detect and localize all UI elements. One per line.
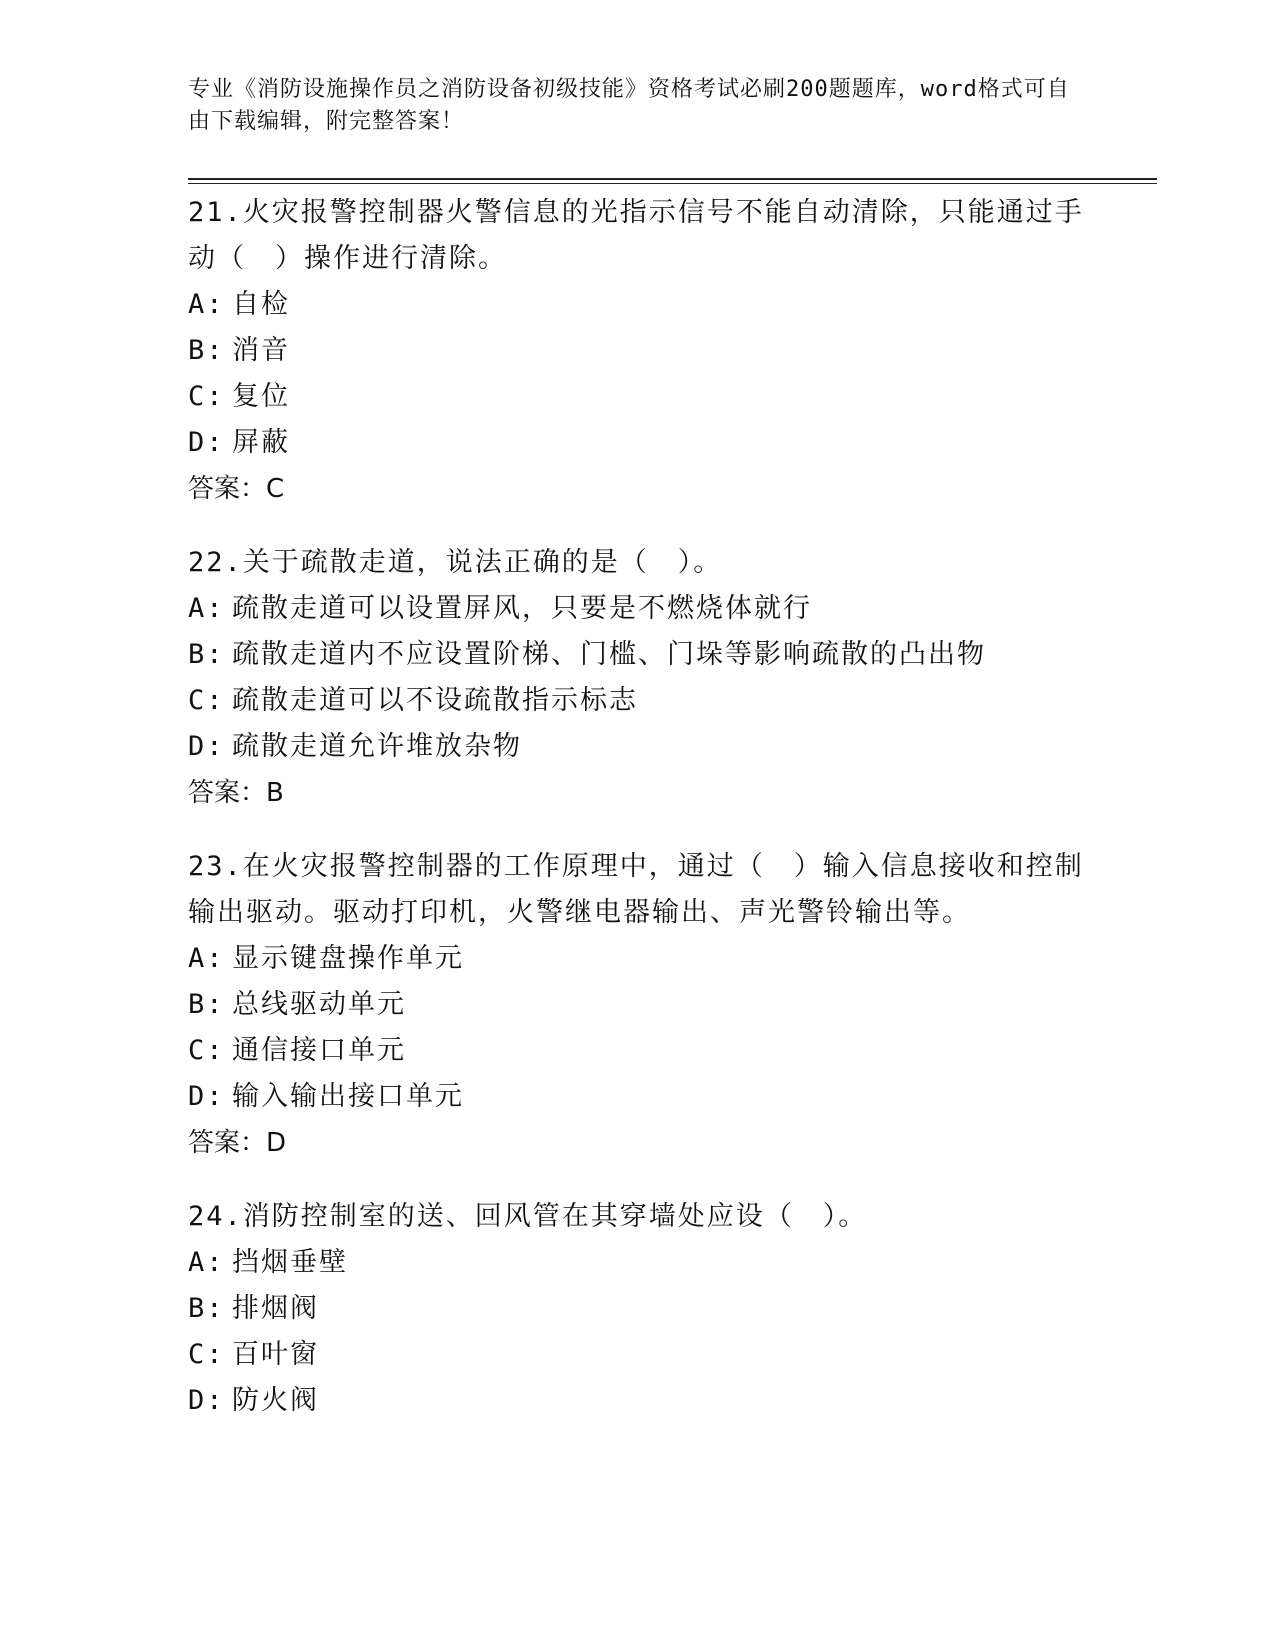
option-letter: D: [188,427,225,458]
option-d [188,724,1088,770]
question-stem: 24.消防控制室的送、回风管在其穿墙处应设（ ）。 [188,1201,868,1232]
option-text: 疏散走道可以不设疏散指示标志 [232,685,638,716]
option-letter: A: [188,943,225,974]
option-text: 自检 [232,289,290,320]
question-24 [188,1194,1088,1424]
option-d [188,1378,1088,1424]
option-c [188,374,1088,420]
question-stem: 22.关于疏散走道，说法正确的是（ ）。 [188,547,723,578]
option-letter: B: [188,1293,225,1324]
option-text: 输入输出接口单元 [232,1081,464,1112]
option-text: 疏散走道允许堆放杂物 [232,731,522,762]
option-letter: D: [188,1081,225,1112]
option-text: 消音 [232,335,290,366]
option-a [188,1240,1088,1286]
option-c [188,1332,1088,1378]
option-b [188,632,1088,678]
option-text: 百叶窗 [232,1339,319,1370]
option-text: 总线驱动单元 [232,989,406,1020]
option-c [188,678,1088,724]
question-23 [188,844,1088,1166]
option-d [188,420,1088,466]
answer-line: 答案：B [188,778,284,808]
option-b [188,1286,1088,1332]
header-divider-thin [188,183,1157,184]
document-header: 专业《消防设施操作员之消防设备初级技能》资格考试必刷200题题库，word格式可自由下载编辑，附完整答案！ [188,77,1070,134]
answer-line: 答案：D [188,1128,287,1158]
option-letter: A: [188,289,225,320]
option-letter: B: [188,639,225,670]
question-22 [188,540,1088,816]
option-text: 复位 [232,381,290,412]
option-b [188,328,1088,374]
option-text: 防火阀 [232,1385,319,1416]
question-21 [188,190,1088,512]
option-a [188,282,1088,328]
option-b [188,982,1088,1028]
option-text: 疏散走道内不应设置阶梯、门槛、门垛等影响疏散的凸出物 [232,639,986,670]
question-stem: 21.火灾报警控制器火警信息的光指示信号不能自动清除，只能通过手动（ ）操作进行清除。 [188,197,1084,274]
option-a [188,586,1088,632]
option-letter: B: [188,989,225,1020]
option-letter: C: [188,685,225,716]
option-letter: C: [188,1339,225,1370]
option-letter: D: [188,1385,225,1416]
question-list [188,190,1088,1452]
option-text: 疏散走道可以设置屏风，只要是不燃烧体就行 [232,593,812,624]
option-letter: C: [188,381,225,412]
question-stem: 23.在火灾报警控制器的工作原理中，通过（ ）输入信息接收和控制输出驱动。驱动打印机，火警继电器输出、声光警铃输出等。 [188,851,1084,928]
option-text: 显示键盘操作单元 [232,943,464,974]
option-text: 挡烟垂壁 [232,1247,348,1278]
option-text: 屏蔽 [232,427,290,458]
option-c [188,1028,1088,1074]
option-a [188,936,1088,982]
option-text: 通信接口单元 [232,1035,406,1066]
header-divider-thick [188,178,1157,180]
answer-line: 答案：C [188,474,285,504]
option-letter: B: [188,335,225,366]
option-letter: D: [188,731,225,762]
option-letter: C: [188,1035,225,1066]
option-text: 排烟阀 [232,1293,319,1324]
option-letter: A: [188,1247,225,1278]
option-d [188,1074,1088,1120]
option-letter: A: [188,593,225,624]
